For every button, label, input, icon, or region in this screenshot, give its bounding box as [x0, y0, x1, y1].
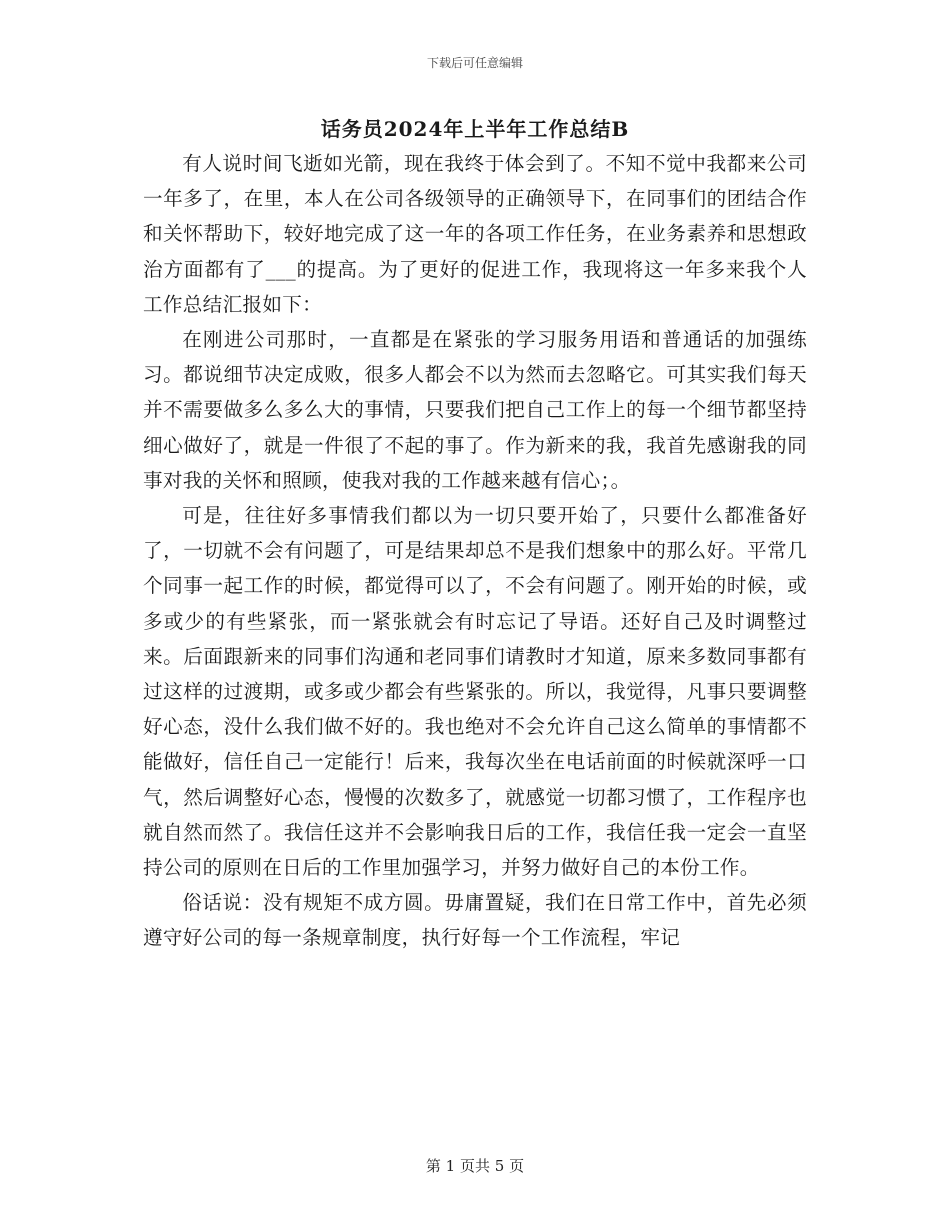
- page-header: 下载后可任意编辑: [426, 56, 523, 70]
- paragraph: 可是，往往好多事情我们都以为一切只要开始了，只要什么都准备好了，一切就不会有问题了，可是结果却总不是我们想象中的那么好。平常几个同事一起工作的时候，都觉得可以了，不会有问题了。刚开始的时候，或多或少的有些紧张，而一紧张就会有时忘记了导语。还好自己及时调整过来。后面跟新来的同事们沟通和老同事们请教时才知道，原来多数同事都有过这样的过渡期，或多或少都会有些紧张的。所以，我觉得，凡事只要调整好心态，没什么我们做不好的。我也绝对不会允许自己这么简单的事情都不能做好，信任自己一定能行！后来，我每次坐在电话前面的时候就深呼一口气，然后调整好心态，慢慢的次数多了，就感觉一切都习惯了，工作程序也就自然而然了。我信任这并不会影响我日后的工作，我信任我一定会一直坚持公司的原则在日后的工作里加强学习，并努力做好自己的本份工作。: [143, 504, 807, 880]
- paragraph: 有人说时间飞逝如光箭，现在我终于体会到了。不知不觉中我都来公司一年多了，在里，本人在公司各级领导的正确领导下，在同事们的团结合作和关怀帮助下，较好地完成了这一年的各项工作任务，在业务素养和思想政治方面都有了___的提高。为了更好的促进工作，我现将这一年多来我个人工作总结汇报如下：: [143, 152, 807, 316]
- document-title: 话务员2024年上半年工作总结B: [320, 117, 630, 141]
- page-footer: 第 1 页共 5 页: [425, 1157, 525, 1175]
- paragraph: 在刚进公司那时，一直都是在紧张的学习服务用语和普通话的加强练习。都说细节决定成败，很多人都会不以为然而去忽略它。可其实我们每天并不需要做多么多么大的事情，只要我们把自己工作上的每一个细节都坚持细心做好了，就是一件很了不起的事了。作为新来的我，我首先感谢我的同事对我的关怀和照顾，使我对我的工作越来越有信心；。: [143, 328, 807, 492]
- paragraph: 俗话说：没有规矩不成方圆。毋庸置疑，我们在日常工作中，首先必须遵守好公司的每一条规章制度，执行好每一个工作流程，牢记: [143, 891, 807, 950]
- document-body: [143, 146, 807, 956]
